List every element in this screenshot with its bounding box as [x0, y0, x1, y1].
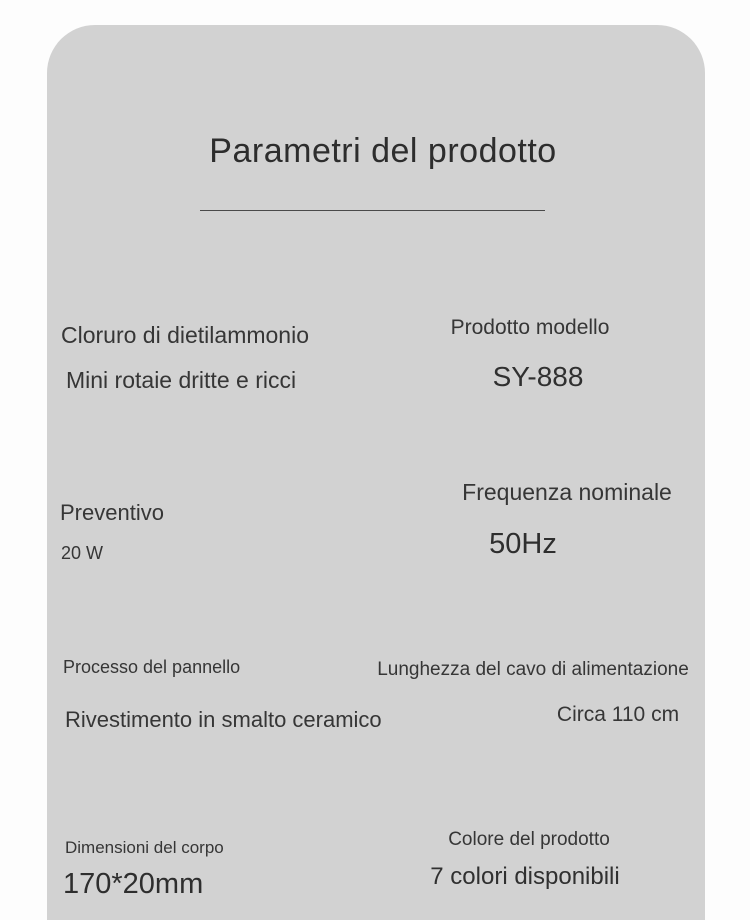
spec-material-value: Mini rotaie dritte e ricci [66, 367, 297, 393]
title-divider [200, 210, 545, 211]
spec-color-label: Colore del prodotto [448, 829, 610, 850]
page-title: Parametri del prodotto [209, 132, 557, 170]
spec-panel-process-value: Rivestimento in smalto ceramico [65, 707, 382, 732]
spec-frequency-label: Frequenza nominale [462, 479, 672, 505]
spec-power-label: Preventivo [60, 500, 164, 525]
product-parameters-card [47, 25, 705, 920]
spec-model-label: Prodotto modello [450, 316, 610, 339]
spec-model-value: SY-888 [492, 361, 584, 392]
spec-body-size-value: 170*20mm [63, 868, 204, 900]
spec-material-label: Cloruro di dietilammonio [61, 322, 309, 348]
spec-cable-length-label: Lunghezza del cavo di alimentazione [377, 659, 689, 680]
spec-body-size-label: Dimensioni del corpo [65, 838, 224, 857]
spec-cable-length-value: Circa 110 cm [556, 703, 680, 726]
spec-panel-process-label: Processo del pannello [63, 657, 241, 677]
spec-frequency-value: 50Hz [489, 528, 557, 560]
spec-power-value: 20 W [61, 543, 104, 563]
spec-color-value: 7 colori disponibili [430, 863, 620, 890]
